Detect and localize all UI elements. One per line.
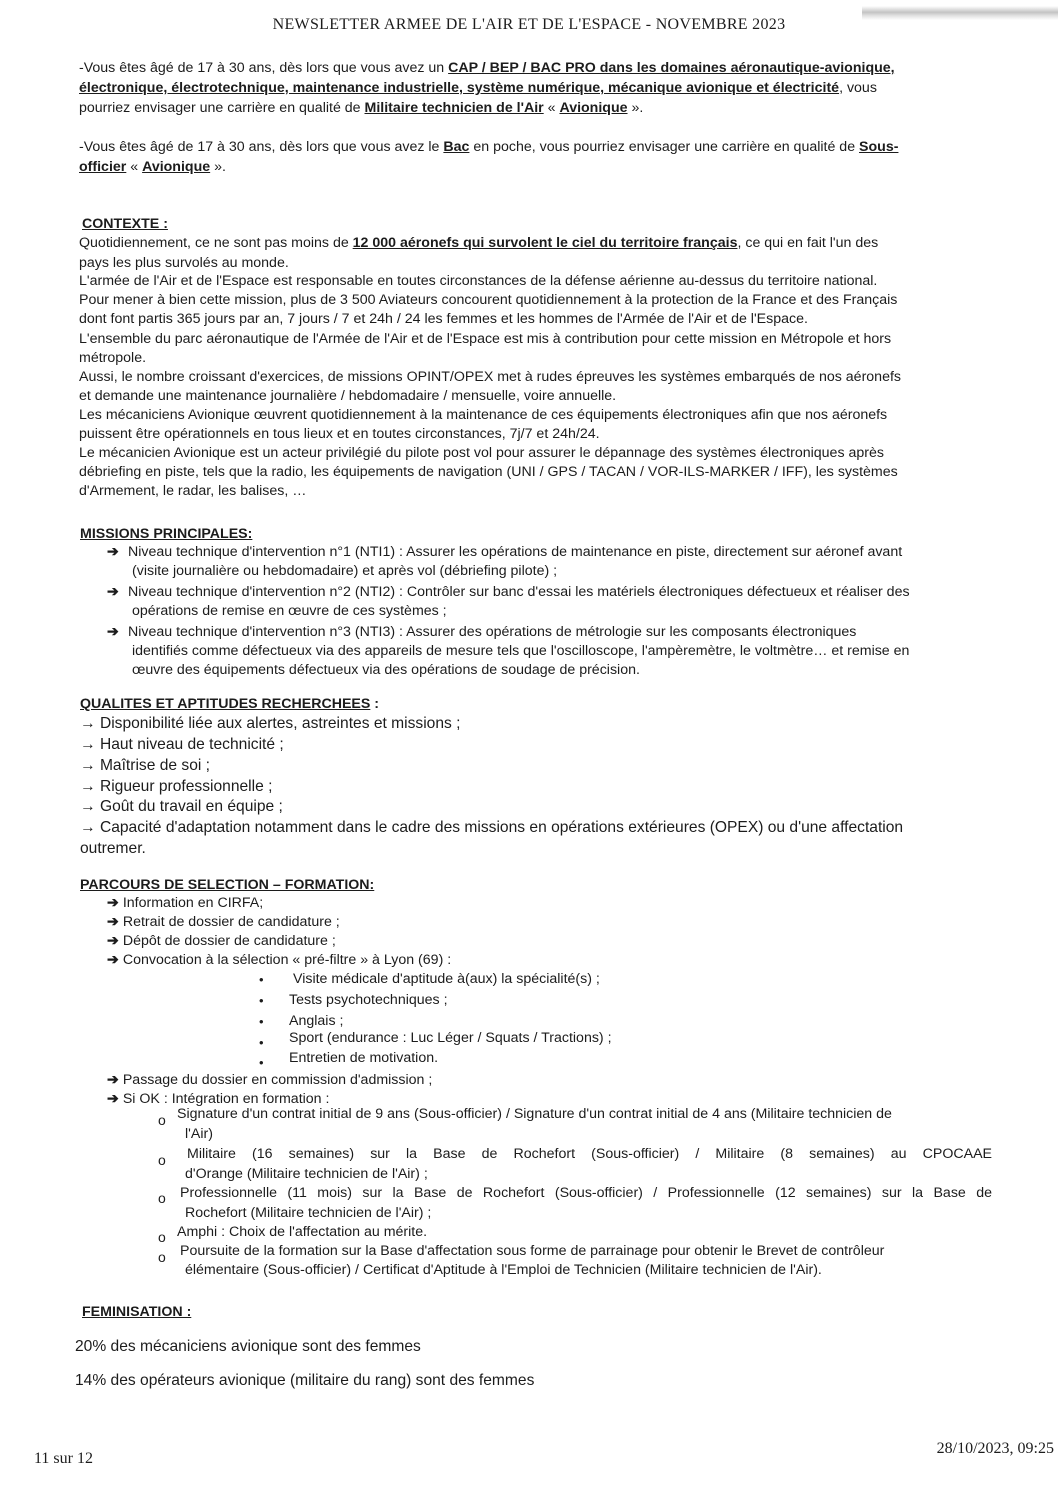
contexte-text: , ce qui en fait l'un des — [737, 235, 879, 251]
training-item-line: l'Air) — [185, 1126, 213, 1142]
career-title: officier — [79, 159, 127, 175]
training-item-line: Rochefort (Militaire technicien de l'Air) ; — [185, 1205, 432, 1221]
intro-paragraph-1-line-2 — [79, 78, 877, 98]
training-item-line: Professionnelle (11 mois) sur la Base de Rochefort (Sous-officier) / Professionnelle (12 semaines) sur la Base de — [180, 1185, 992, 1201]
page-number: 11 sur 12 — [34, 1450, 93, 1467]
intro-paragraph-1-line-1 — [79, 58, 991, 78]
domains-list: électronique, électrotechnique, maintenance industrielle, système numérique, mécanique avionique et électricité — [79, 80, 840, 96]
training-item-line: Poursuite de la formation sur la Base d'affectation sous forme de parrainage pour obtenir le Brevet de contrôleur — [180, 1243, 885, 1259]
bullet-icon: • — [259, 1035, 264, 1050]
step-text: Passage du dossier en commission d'admission ; — [122, 1072, 433, 1088]
intro-text: ». — [210, 159, 226, 175]
career-title: Sous- — [859, 139, 899, 155]
step-text: Convocation à la sélection « pré-filtre » à Lyon (69) : — [122, 952, 452, 968]
qualite-text: Haut niveau de technicité ; — [99, 736, 284, 753]
mission-2-line-1: Niveau technique d'intervention n°2 (NTI2) : Contrôler sur banc d'essai les matériels électroniques défectueux et réaliser des — [128, 584, 910, 600]
qualite-item-continuation: outremer. — [80, 840, 146, 857]
intro-text: -Vous êtes âgé de 17 à 30 ans, dès lors que vous avez le — [79, 139, 444, 155]
step-text: Dépôt de dossier de candidature ; — [122, 933, 336, 949]
contexte-text: Quotidiennement, ce ne sont pas moins de — [79, 235, 353, 251]
qualites-heading-text: QUALITES ET APTITUDES RECHERCHEES — [80, 696, 371, 712]
contexte-line: métropole. — [79, 350, 147, 366]
step-text: Information en CIRFA; — [122, 895, 264, 911]
print-timestamp: 28/10/2023, 09:25 — [936, 1440, 1054, 1457]
circle-bullet-icon: o — [158, 1152, 166, 1168]
training-item-line: Amphi : Choix de l'affectation au mérite. — [177, 1224, 428, 1240]
selection-test-item: Sport (endurance : Luc Léger / Squats / Tractions) ; — [289, 1030, 612, 1046]
contexte-line: et demande une maintenance journalière / hebdomadaire / mensuelle, voire annuelle. — [79, 388, 617, 404]
training-item-line: d'Orange (Militaire technicien de l'Air) ; — [185, 1166, 428, 1182]
contexte-line: pays les plus survolés au monde. — [79, 255, 289, 271]
contexte-line: Le mécanicien Avionique est un acteur privilégié du pilote post vol pour assurer le dépannage des systèmes électroniques après — [79, 445, 884, 461]
specialty-name: Avionique — [142, 159, 211, 175]
bullet-icon: • — [259, 1014, 264, 1029]
intro-text: , vous — [839, 80, 877, 96]
arrow-icon: → — [80, 778, 96, 795]
circle-bullet-icon: o — [158, 1229, 166, 1245]
feminisation-stat: 14% des opérateurs avionique (militaire du rang) sont des femmes — [75, 1372, 535, 1389]
qualite-text: Disponibilité liée aux alertes, astreintes et missions ; — [99, 715, 461, 732]
contexte-line: dont font partis 365 jours par an, 7 jours / 7 et 24h / 24 les femmes et les hommes de l'Armée de l'Air et de l'Espace. — [79, 311, 808, 327]
parcours-heading: PARCOURS DE SELECTION – FORMATION: — [80, 877, 375, 893]
contexte-line: débriefing en piste, tels que la radio, les équipements de navigation (UNI / GPS / TACAN / VOR-ILS-MARKER / IFF), les systèmes — [79, 464, 898, 480]
step-text: Retrait de dossier de candidature ; — [122, 914, 340, 930]
diploma-requirement: Bac — [443, 139, 470, 155]
bullet-icon: • — [259, 1055, 264, 1070]
page-header: NEWSLETTER ARMEE DE L'AIR ET DE L'ESPACE - NOVEMBRE 2023 — [272, 16, 786, 33]
specialty-name: Avionique — [559, 100, 628, 116]
arrow-icon: ➔ — [107, 624, 119, 640]
circle-bullet-icon: o — [158, 1112, 166, 1128]
qualite-item — [80, 817, 903, 839]
arrow-icon: → — [80, 798, 96, 815]
career-title: Militaire technicien de l'Air — [364, 100, 544, 116]
contexte-heading: CONTEXTE : — [82, 216, 168, 232]
diploma-requirements: CAP / BEP / BAC PRO dans les domaines aéronautique-avionique, — [448, 60, 895, 76]
arrow-icon: ➔ — [107, 584, 119, 600]
aircraft-count: 12 000 aéronefs qui survolent le ciel du territoire français — [352, 235, 738, 251]
step-item — [107, 931, 336, 951]
arrow-icon: ➔ — [107, 933, 119, 949]
qualites-heading — [80, 694, 379, 714]
qualite-item — [80, 713, 461, 735]
training-item-line: Signature d'un contrat initial de 9 ans (Sous-officier) / Signature d'un contrat initial de 4 ans (Militaire technicien de — [177, 1106, 892, 1122]
qualite-item — [80, 776, 272, 798]
qualite-item — [80, 734, 284, 756]
intro-text: ». — [627, 100, 644, 116]
arrow-icon: ➔ — [107, 914, 119, 930]
step-text: Si OK : Intégration en formation : — [122, 1091, 330, 1107]
qualite-item — [80, 755, 210, 777]
qualite-item — [80, 796, 283, 818]
step-item — [107, 1070, 432, 1090]
selection-test-item: Tests psychotechniques ; — [289, 992, 448, 1008]
contexte-line: d'Armement, le radar, les balises, … — [79, 483, 307, 499]
intro-text: -Vous êtes âgé de 17 à 30 ans, dès lors que vous avez un — [79, 60, 449, 76]
contexte-line: L'armée de l'Air et de l'Espace est responsable en toutes circonstances de la défense aérienne au-dessus du territoire national. — [79, 273, 878, 289]
contexte-line: puissent être opérationnels en tous lieux et en toutes circonstances, 7j/7 et 24h/24. — [79, 426, 600, 442]
qualite-text: Capacité d'adaptation notamment dans le cadre des missions en opérations extérieures (OPEX) ou d'une affectation — [99, 819, 904, 836]
bullet-icon: • — [259, 972, 264, 987]
mission-1-line-2: (visite journalière ou hebdomadaire) et après vol (débriefing pilote) ; — [132, 563, 558, 579]
intro-text: « — [543, 100, 560, 116]
mission-2-line-2: opérations de remise en œuvre de ces systèmes ; — [132, 603, 447, 619]
mission-1-line-1: Niveau technique d'intervention n°1 (NTI1) : Assurer les opérations de maintenance en piste, directement sur aéronef avant — [128, 544, 903, 560]
qualite-text: Rigueur professionnelle ; — [99, 778, 273, 795]
selection-test-item: Visite médicale d'aptitude à(aux) la spécialité(s) ; — [293, 971, 600, 987]
arrow-icon: → — [80, 736, 96, 753]
arrow-icon: ➔ — [107, 895, 119, 911]
arrow-icon: ➔ — [107, 544, 119, 560]
intro-paragraph-2-line-2 — [79, 157, 226, 177]
step-item — [107, 912, 340, 932]
circle-bullet-icon: o — [158, 1190, 166, 1206]
arrow-icon: → — [80, 757, 96, 774]
training-item-line: élémentaire (Sous-officier) / Certificat d'Aptitude à l'Emploi de Technicien (Militaire technicien de l'Air). — [185, 1262, 822, 1278]
qualites-heading-suffix: : — [370, 696, 380, 712]
selection-test-item: Anglais ; — [289, 1013, 344, 1029]
circle-bullet-icon: o — [158, 1249, 166, 1265]
intro-paragraph-1-line-3 — [79, 98, 643, 118]
intro-text: pourriez envisager une carrière en qualité de — [79, 100, 365, 116]
qualite-text: Maîtrise de soi ; — [99, 757, 210, 774]
training-item-line: Militaire (16 semaines) sur la Base de Rochefort (Sous-officier) / Militaire (8 semaines) au CPOCAAE — [187, 1146, 992, 1162]
contexte-line: Aussi, le nombre croissant d'exercices, de missions OPINT/OPEX met à rudes épreuves les systèmes embarqués de nos aéronefs — [79, 369, 902, 385]
step-item — [107, 950, 451, 970]
selection-test-item: Entretien de motivation. — [289, 1050, 439, 1066]
contexte-line: Pour mener à bien cette mission, plus de 3 500 Aviateurs concourent quotidiennement à la protection de la France et des Français — [79, 292, 898, 308]
intro-text: « — [126, 159, 143, 175]
contexte-line: Les mécaniciens Avionique œuvrent quotidiennement à la maintenance de ces équipements électroniques afin que nos aéronefs — [79, 407, 888, 423]
arrow-icon: → — [80, 715, 96, 732]
qualite-text: Goût du travail en équipe ; — [99, 798, 283, 815]
step-item — [107, 893, 263, 913]
contexte-line: L'ensemble du parc aéronautique de l'Armée de l'Air et de l'Espace est mis à contribution pour cette mission en Métropole et hors — [79, 331, 892, 347]
mission-3-line-3: œuvre des équipements défectueux via des opérations de soudage de précision. — [132, 662, 640, 678]
mission-3-line-1: Niveau technique d'intervention n°3 (NTI3) : Assurer des opérations de métrologie sur les composants électroniques — [128, 624, 857, 640]
bullet-icon: • — [259, 993, 264, 1008]
arrow-icon: ➔ — [107, 1091, 119, 1107]
feminisation-heading: FEMINISATION : — [82, 1304, 192, 1320]
missions-heading: MISSIONS PRINCIPALES: — [80, 526, 253, 542]
feminisation-stat: 20% des mécaniciens avionique sont des femmes — [75, 1338, 421, 1355]
mission-3-line-2: identifiés comme défectueux via des appareils de mesure tels que l'oscilloscope, l'ampèremètre, le voltmètre… et remise en — [132, 643, 910, 659]
intro-paragraph-2-line-1 — [79, 137, 898, 157]
arrow-icon: → — [80, 819, 96, 836]
arrow-icon: ➔ — [107, 952, 119, 968]
intro-text: en poche, vous pourriez envisager une carrière en qualité de — [469, 139, 860, 155]
contexte-line — [79, 233, 878, 253]
arrow-icon: ➔ — [107, 1072, 119, 1088]
